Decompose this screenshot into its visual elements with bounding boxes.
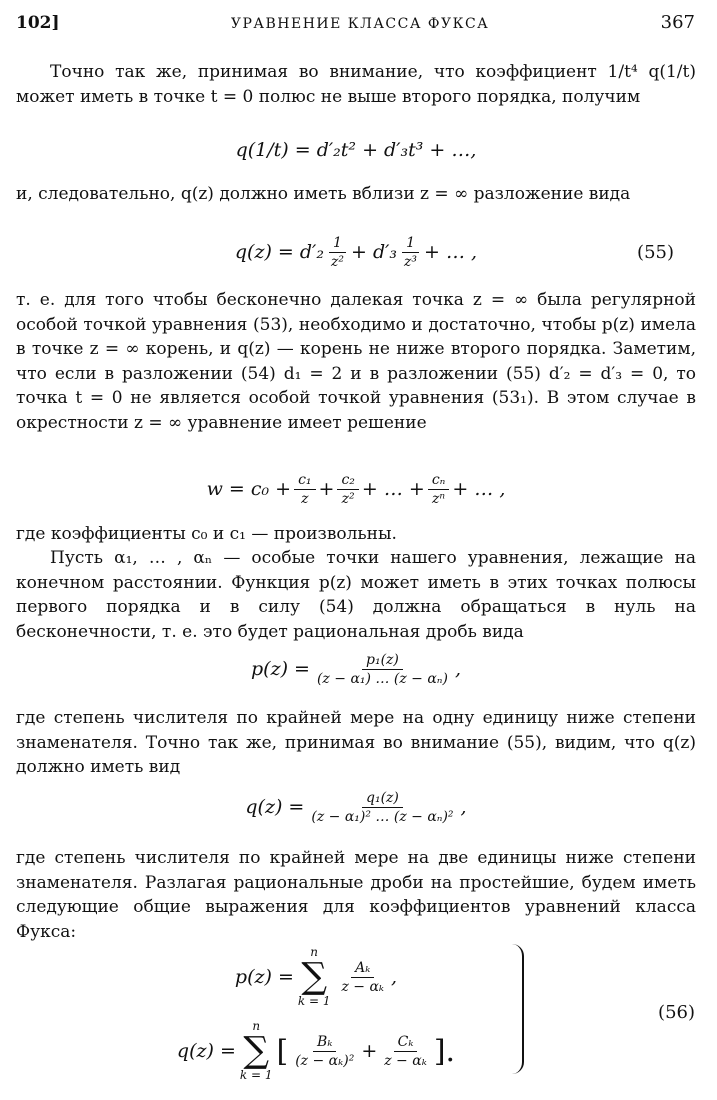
eq-w-mid: + … +	[361, 478, 425, 500]
equation-p	[16, 646, 696, 692]
equation-w: w = c₀ + $\frac{\text{c₁}}{z}$ + $\frac{\text{c₂}}{\text{z²}}$ + … + $\frac{\text{cₙ}}{\text{zⁿ}}$ + … ,	[206, 471, 506, 507]
eq56b-open-bracket: [	[276, 1033, 289, 1069]
eq-w-lhs: w = c₀ +	[206, 478, 292, 500]
paragraph-1: Точно так же, принимая во внимание, что коэффициент 1/t⁴ q(1/t) может иметь в точке t = 0 полюс не выше второго порядка, получим	[16, 62, 696, 107]
eq56b-fraction-1: $\frac{\text{Bₖ}}{\text{(z − αₖ)²}}$	[295, 1033, 355, 1069]
eq-q-inv-rhs: d′₂t² + d′₃t³ + …,	[316, 139, 477, 161]
eq56b-lhs: q(z) =	[176, 1040, 236, 1062]
running-title: УРАВНЕНИЕ КЛАССА ФУКСА	[230, 16, 490, 32]
paragraph-6: где степень числителя по крайней мере на одну единицу ниже степени знаменателя. Точно так же, принимая во внимание (55), видим, что q(z) должно иметь вид	[16, 708, 696, 777]
equation-55	[16, 228, 696, 276]
eq56a-lhs: p(z) =	[234, 966, 294, 988]
eq-q-lhs: q(z) =	[245, 796, 305, 818]
eq56b-fraction-2: $\frac{\text{Cₖ}}{\text{z − αₖ}}$	[384, 1033, 427, 1069]
paragraph-2: и, следовательно, q(z) должно иметь вблизи z = ∞ разложение вида	[16, 184, 631, 204]
paragraph-3: т. е. для того чтобы бесконечно далекая точка z = ∞ была регулярной особой точкой уравнения (53), необходимо и достаточно, чтобы p(z) имела в точке z = ∞ корень, и q(z) — корень не ниже второго порядка. Заметим, что если в разложении (54) d₁ = 2 и в разложении (55) d′₂ = d′₃ = 0, то точка t = 0 не является особой точкой уравнения (53₁). В этом случае в окрестности z = ∞ уравнение имеет решение	[16, 290, 696, 433]
eq-p-lhs: p(z) =	[251, 658, 310, 680]
eq-w-fraction-1: $\frac{\text{c₁}}{z}$	[294, 471, 315, 508]
page-number: 367	[660, 12, 695, 33]
eq-p-tail: ,	[454, 658, 461, 680]
equation-56-p	[16, 944, 616, 1010]
eq56b-plus: +	[361, 1040, 378, 1062]
eq55-fraction-1: $\frac{1}{\text{z²}}$	[330, 234, 344, 270]
paragraph-4: где коэффициенты c₀ и c₁ — произвольны.	[16, 524, 397, 544]
eq55-tag: (55)	[637, 241, 674, 263]
eq56b-close-bracket: ].	[433, 1033, 456, 1069]
eq-q-tail: ,	[460, 796, 467, 818]
paragraph-5: Пусть α₁, … , αₙ — особые точки нашего уравнения, лежащие на конечном расстоянии. Функция p(z) может иметь в этих точках полюсы первого порядка и в силу (54) должна обращаться в нуль на бесконечности, т. е. это будет рациональная дробь вида	[16, 548, 696, 642]
eq56a-sum: n ∑ k = 1	[297, 945, 331, 1008]
eq-p-fraction: $\frac{\text{p₁(z)}}{\text{(z − α₁) … (z − αₙ)}}$	[316, 651, 448, 687]
paragraph-7: где степень числителя по крайней мере на две единицы ниже степени знаменателя. Разлагая рациональные дроби на простейшие, будем иметь следующие общие выражения для коэффициентов уравнений класса Фукса:	[16, 848, 696, 942]
eq55-tail: + … ,	[424, 241, 478, 263]
eq-w-fraction-2: $\frac{\text{c₂}}{\text{z²}}$	[337, 471, 358, 508]
equation-q-inverse	[16, 128, 696, 172]
eq-w-fraction-3: $\frac{\text{cₙ}}{\text{zⁿ}}$	[428, 471, 450, 508]
eq56a-tail: ,	[391, 966, 398, 988]
eq-q-inv-lhs: q(1/t) =	[235, 139, 311, 161]
eq56a-fraction: $\frac{\text{Aₖ}}{\text{z − αₖ}}$	[341, 959, 385, 995]
eq55-lhs: q(z) = d′₂	[234, 241, 324, 263]
eq55-mid: + d′₃	[350, 241, 398, 263]
eq55-fraction-2: $\frac{1}{\text{z³}}$	[404, 234, 418, 270]
eq-w-tail: + … ,	[452, 478, 506, 500]
equation-q	[16, 784, 696, 830]
section-number: 102]	[16, 13, 60, 33]
eq-q-fraction: $\frac{\text{q₁(z)}}{\text{(z − α₁)² … (z − αₙ)²}}$	[311, 789, 454, 825]
equation-56-q	[16, 1018, 616, 1084]
eq56-tag: (56)	[658, 1002, 695, 1023]
equation-brace	[508, 944, 524, 1074]
eq56b-sum: n ∑ k = 1	[239, 1019, 273, 1082]
running-header	[16, 12, 695, 40]
